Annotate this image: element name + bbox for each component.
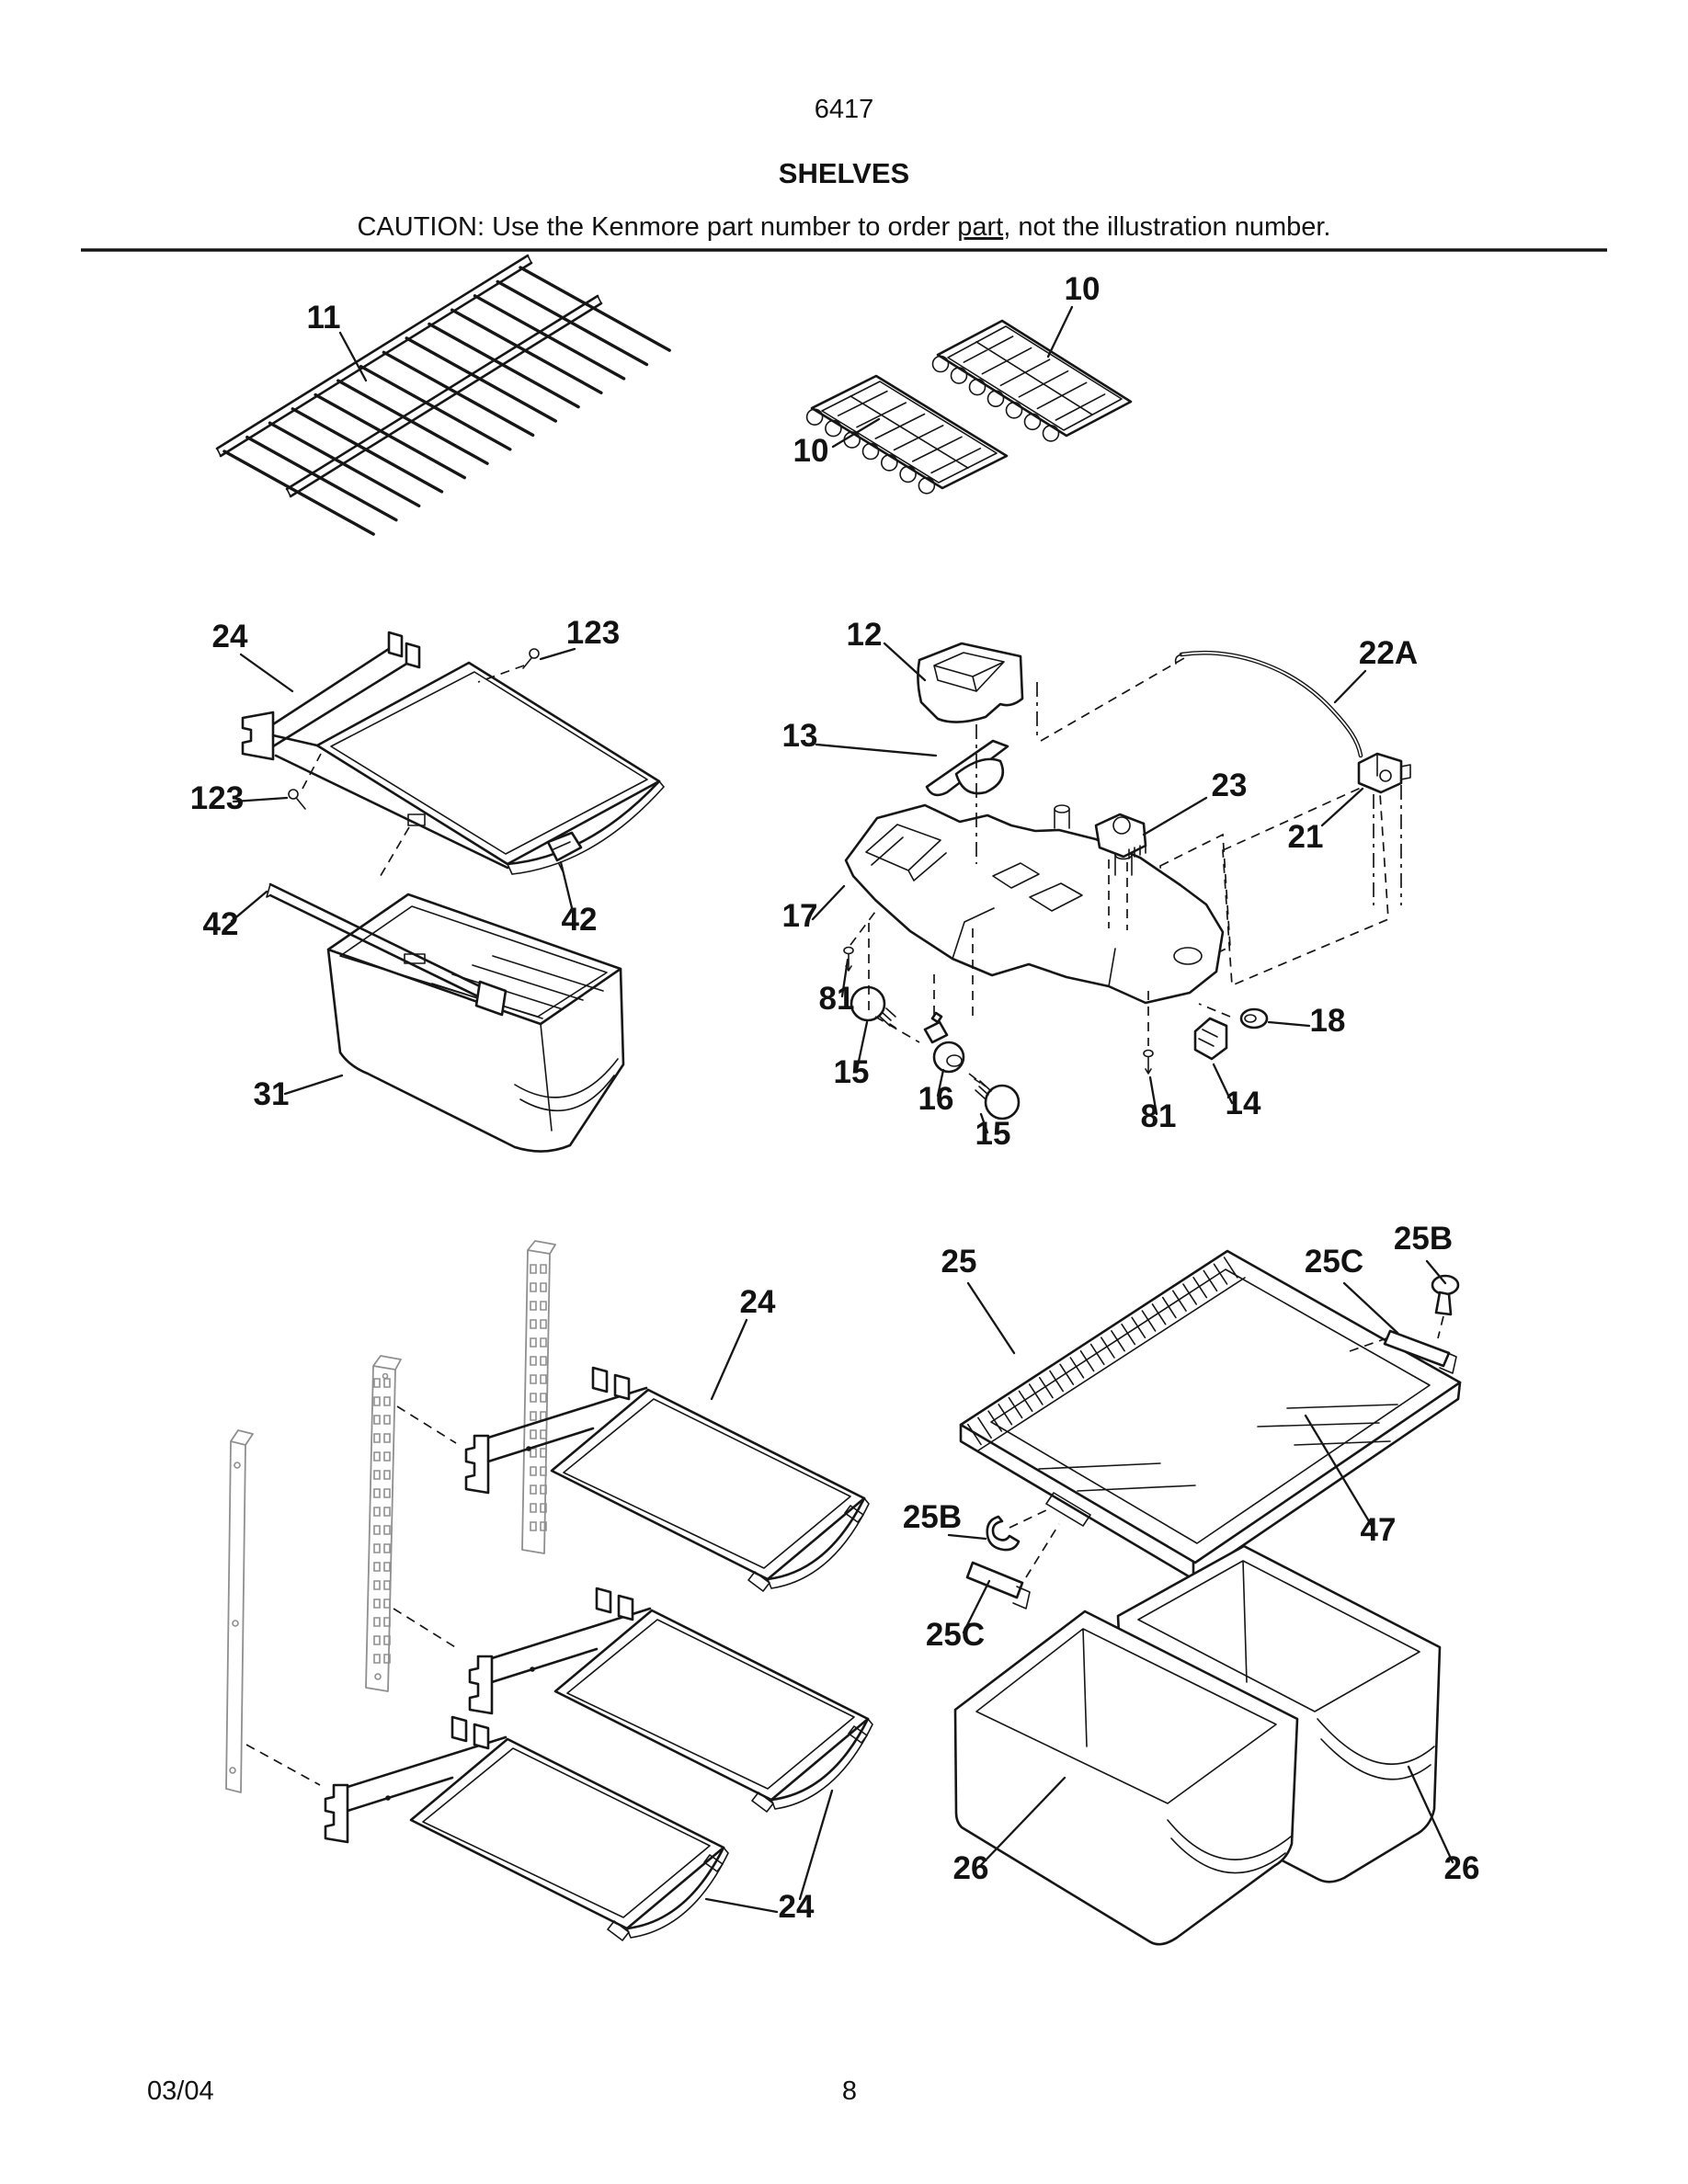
footer-page-number: 8 (841, 2076, 858, 2106)
callout-24: 24 (211, 619, 248, 654)
callout-10-upper: 10 (1064, 271, 1101, 307)
callout-25B-top: 25B (1393, 1221, 1454, 1257)
callout-15-left: 15 (833, 1054, 870, 1090)
callout-47: 47 (1360, 1512, 1397, 1548)
callout-18: 18 (1309, 1003, 1346, 1039)
console-group-drawing (844, 643, 1410, 1119)
spill-shelf-drawing (243, 632, 664, 874)
callout-25C-top: 25C (1304, 1244, 1364, 1280)
rail-alignment-dashes (246, 1406, 460, 1785)
callout-26-right: 26 (1443, 1850, 1480, 1886)
callout-17: 17 (781, 898, 818, 934)
callout-12: 12 (846, 617, 883, 653)
callout-10-lower: 10 (793, 433, 829, 469)
callout-11: 11 (306, 300, 341, 336)
bulb-left-drawing (851, 987, 895, 1028)
callout-24-top: 24 (739, 1284, 776, 1320)
callout-23: 23 (1211, 768, 1248, 803)
callout-14: 14 (1225, 1086, 1261, 1121)
light-flipper-drawing (927, 741, 1008, 795)
thumbscrew-top-drawing (1432, 1276, 1458, 1338)
callout-25B-bottom: 25B (902, 1499, 963, 1535)
wire-shelf-drawing (217, 256, 669, 534)
callout-26-left: 26 (952, 1850, 989, 1886)
switch-drawing (1195, 1018, 1226, 1059)
header (81, 95, 1607, 250)
callout-42-right: 42 (561, 902, 598, 938)
callout-31: 31 (253, 1076, 290, 1112)
light-cover-drawing (918, 643, 1022, 722)
callout-16: 16 (918, 1081, 954, 1117)
ice-tray-upper-drawing (933, 321, 1132, 441)
callout-25C-bottom: 25C (925, 1617, 986, 1653)
model-code: 6417 (814, 95, 874, 124)
callout-15-right: 15 (975, 1116, 1011, 1152)
callout-81-right: 81 (1140, 1098, 1177, 1134)
mount-rails-drawing (226, 1241, 555, 1792)
lamp-socket-drawing (925, 1013, 964, 1072)
callout-22A: 22A (1358, 635, 1419, 671)
ice-tray-lower-drawing (807, 376, 1007, 494)
callout-123-left: 123 (189, 780, 245, 816)
switch-plug-drawing (1359, 754, 1410, 905)
callout-21: 21 (1287, 819, 1324, 855)
page-title: SHELVES (778, 157, 910, 189)
screw-123-top (523, 649, 539, 668)
clip-bottom-drawing (987, 1509, 1048, 1550)
wire-shelf-cross-wires (224, 267, 669, 534)
callout-123-top: 123 (565, 615, 621, 651)
screw-81-left-drawing (844, 948, 853, 972)
callout-13: 13 (781, 718, 818, 754)
slide-shelf-bottom-drawing (325, 1717, 728, 1940)
footer-date: 03/04 (147, 2076, 214, 2106)
footer (147, 2076, 857, 2106)
caution-line: CAUTION: Use the Kenmore part number to order part, not the illustration number. (357, 212, 1331, 242)
callout-81-left: 81 (818, 981, 855, 1017)
screw-123-left (289, 790, 305, 809)
bulb-right-drawing (975, 1079, 1019, 1119)
screw-81-right-drawing (1144, 1051, 1153, 1075)
callout-24-bottom: 24 (778, 1889, 815, 1925)
callout-42-left: 42 (202, 906, 239, 942)
callout-25: 25 (941, 1244, 977, 1280)
